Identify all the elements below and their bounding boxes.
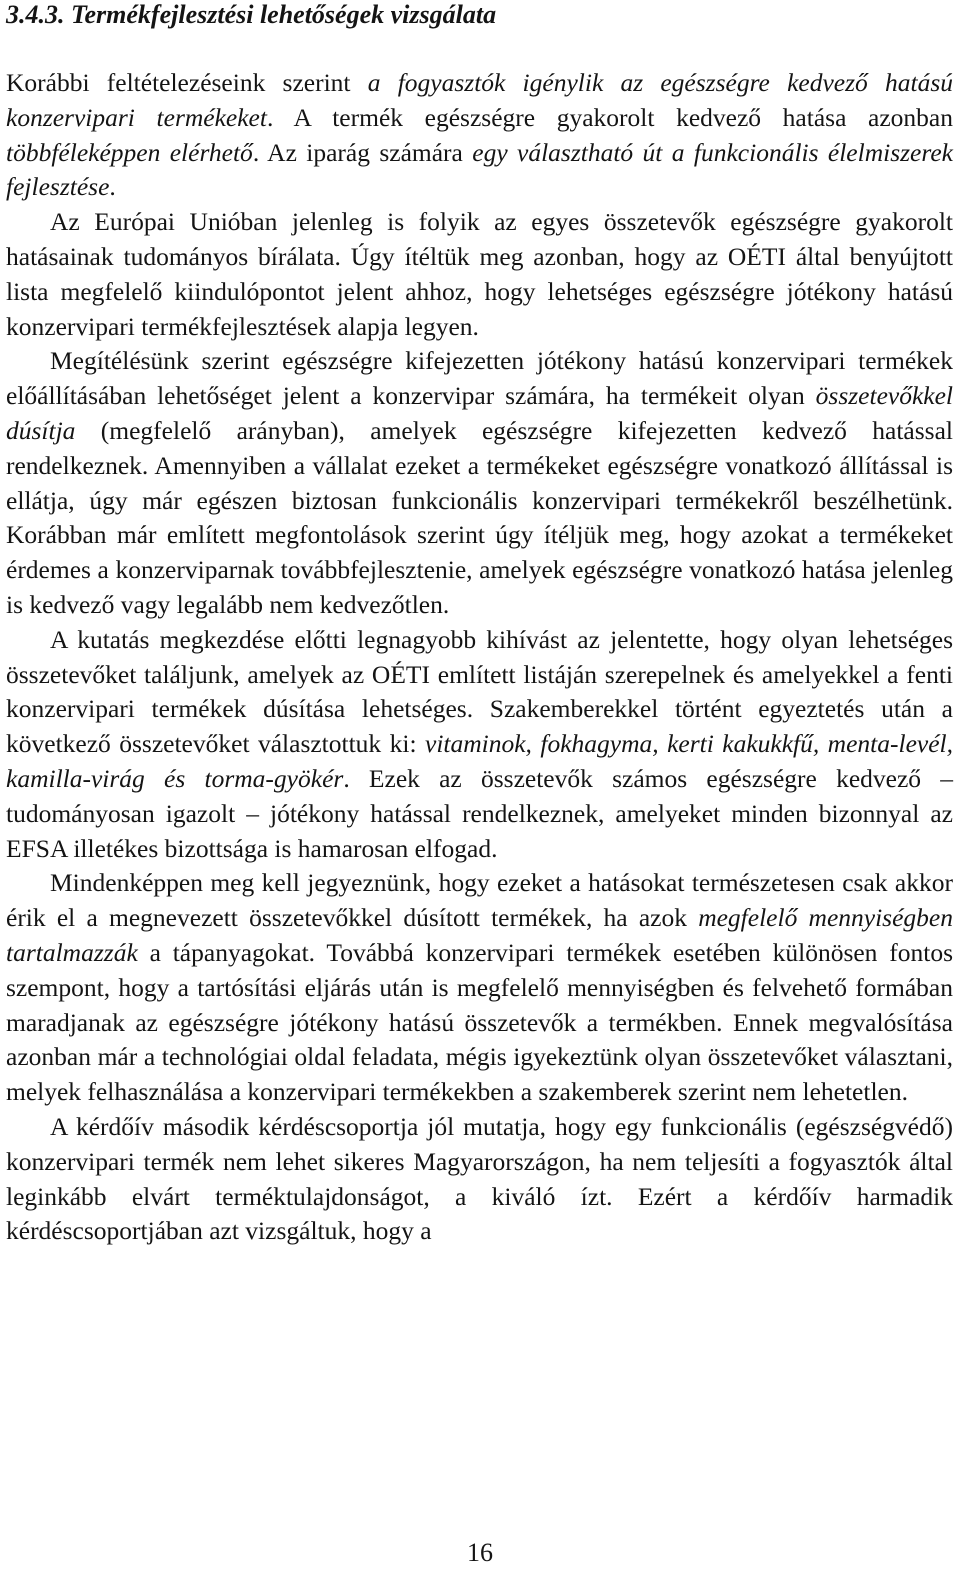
italic-text-run: megfelelő mennyiségben tartalmazzák bbox=[6, 903, 953, 967]
section-heading: 3.4.3. Termékfejlesztési lehetőségek vizsgálata bbox=[6, 0, 497, 29]
text-run: Mindenképpen meg kell jegyeznünk, hogy ezeket a hatásokat természetesen csak akkor érik el a megnevezett összetevőkkel dúsított termékek, ha azok bbox=[6, 868, 953, 933]
page-number: 16 bbox=[467, 1538, 493, 1567]
italic-text-run: összetevőkkel dúsítja bbox=[6, 381, 953, 445]
paragraph bbox=[6, 344, 953, 622]
italic-text-run: a fogyasztók igénylik az egészségre kedvező hatású konzervipari termékeket bbox=[6, 68, 953, 132]
text-run: Megítélésünk szerint egészségre kifejezetten jótékony hatású konzervipari termékek előállításában lehetőséget jelent a konzervipar számára, ha termékeit olyan bbox=[6, 346, 953, 411]
text-run: Korábbi feltételezéseink szerint bbox=[6, 68, 368, 97]
paragraph bbox=[6, 623, 953, 867]
text-run: Az Európai Unióban jelenleg is folyik az egyes összetevők egészségre gyakorolt hatásainak tudományos bírálata. Úgy ítéltük meg azonban, hogy az OÉTI által benyújtott lista megfelelő kiindulópontot jelent ahhoz, hogy lehetséges egészségre jótékony hatású konzervipari termékfejlesztések alapja legyen. bbox=[6, 207, 953, 341]
text-run: A kérdőív második kérdéscsoportja jól mutatja, hogy egy funkcionális (egészségvédő) konzervipari termék nem lehet sikeres Magyarországon, ha nem teljesíti a fogyasztók által leginkább elvárt terméktulajdonságot, a kiváló ízt. Ezért a kérdőív harmadik kérdéscsoportjában azt vizsgáltuk, hogy a bbox=[6, 1111, 953, 1246]
paragraph bbox=[6, 66, 953, 205]
text-run: . bbox=[109, 172, 116, 202]
paragraph bbox=[6, 1110, 953, 1249]
text-run: a tápanyagokat. Továbbá konzervipari termékek esetében különösen fontos szempont, hogy a tartósítási eljárás után is megfelelő mennyiségben és felvehető formában maradjanak az egészségre jótékony hatású összetevők a termékben. Ennek megvalósítása azonban már a technológiai oldal feladata, mégis igyekeztünk olyan összetevőket választani, melyek felhasználása a konzervipari termékekben a szakemberek szerint nem lehetetlen. bbox=[6, 937, 953, 1107]
paragraph bbox=[6, 205, 953, 344]
text-run: . Az iparág számára bbox=[252, 137, 473, 167]
italic-text-run: egy választható út a funkcionális élelmiszerek fejlesztése bbox=[6, 137, 953, 202]
italic-text-run: többféleképpen elérhető bbox=[6, 137, 253, 167]
text-run: A kutatás megkezdése előtti legnagyobb kihívást az jelentette, hogy olyan lehetséges összetevőket találjunk, amelyek az OÉTI említett listáján szerepelnek és amelyekkel a fenti konzervipari termékek dúsítása lehetséges. Szakemberekkel történt egyeztetés után a következő összetevőket választottuk ki: bbox=[6, 624, 953, 759]
body-text bbox=[6, 66, 953, 1249]
italic-text-run: vitaminok, fokhagyma, kerti kakukkfű, menta-levél, kamilla-virág és torma-gyökér bbox=[6, 729, 953, 793]
text-run: . Ezek az összetevők számos egészségre kedvező – tudományosan igazolt – jótékony hatással rendelkeznek, amelyeket minden bizonnyal az EFSA illetékes bizottsága is hamarosan elfogad. bbox=[6, 763, 954, 863]
text-run: (megfelelő arányban), amelyek egészségre kifejezetten kedvező hatással rendelkeznek. Amennyiben a vállalat ezeket a termékeket egészségre vonatkozó állítással is ellátja, úgy már egészen biztosan funkcionális konzervipari termékekről beszélhetünk. Korábban már említett megfontolások szerint úgy ítéljük meg, hogy azokat a termékeket érdemes a konzerviparnak továbbfejlesztenie, amelyek egészségre vonatkozó hatása jelenleg is kedvező vagy legalább nem kedvezőtlen. bbox=[6, 415, 953, 619]
paragraph bbox=[6, 866, 953, 1110]
text-run: . A termék egészségre gyakorolt kedvező hatása azonban bbox=[266, 102, 953, 132]
